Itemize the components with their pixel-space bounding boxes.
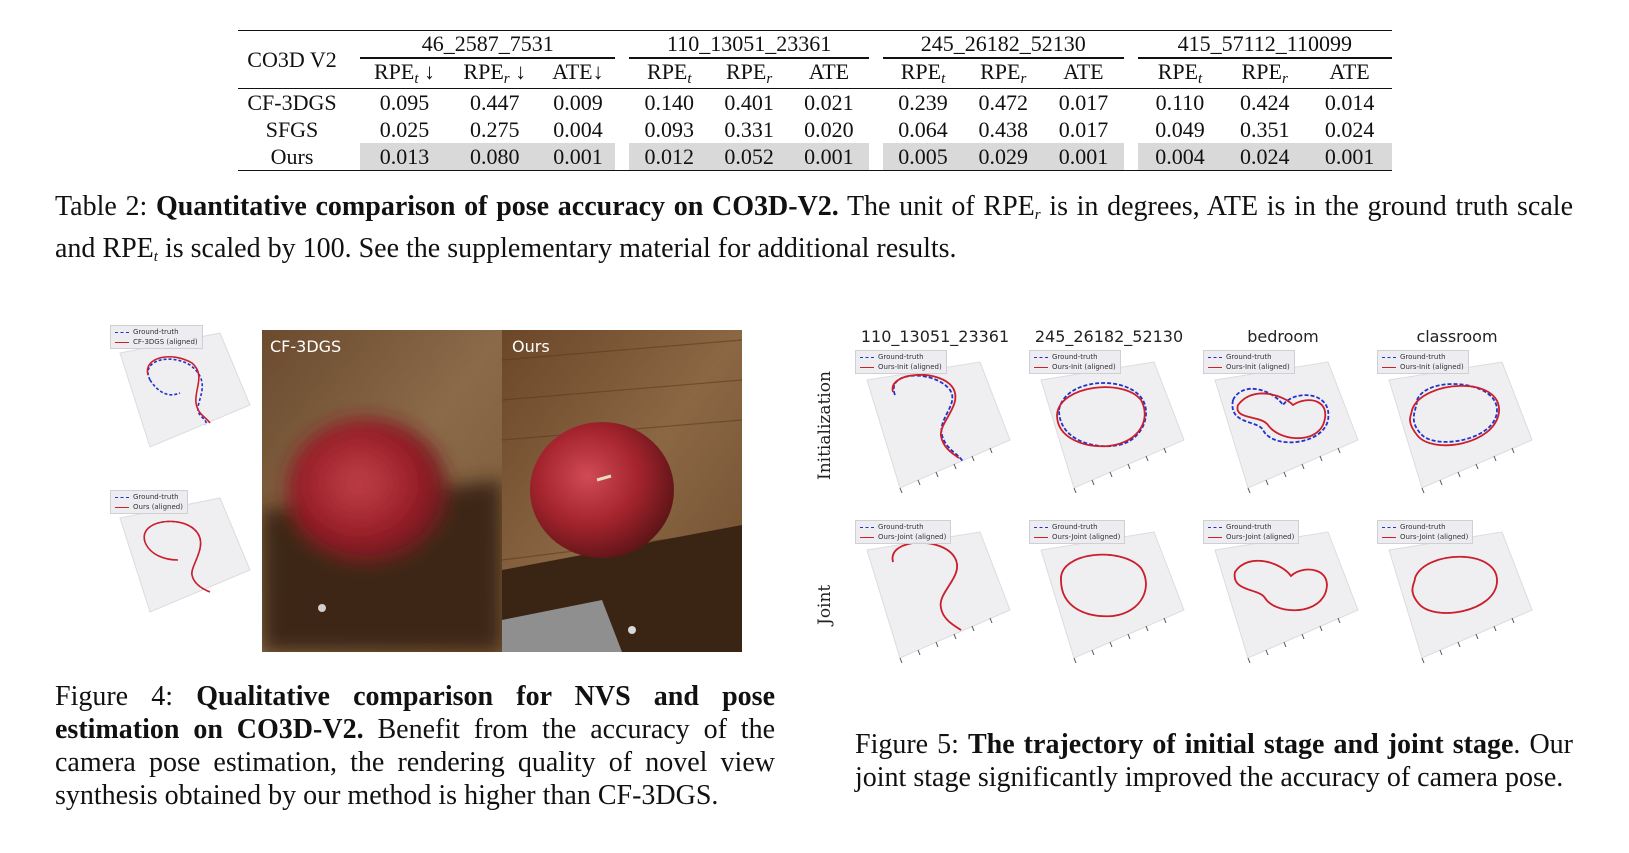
value-cell: 0.001 [789,143,869,171]
table-body [238,89,1392,171]
axis-tick [954,634,956,639]
fig5-column-title: classroom [1416,327,1498,346]
figure5-caption-text: . Our joint stage significantly improved the accuracy of camera pose. [855,729,1573,793]
table-header-row-metrics [238,59,1392,89]
value-cell: 0.110 [1138,89,1223,117]
axis-tick [1092,650,1094,655]
value-cell: 0.024 [1324,116,1375,142]
method-name-cell: CF-3DGS [238,89,346,117]
fig4-render-cf3dgs [262,330,502,652]
group-header-3: 245_26182_52130 [883,31,1124,59]
figure5-grid [815,327,1575,695]
blurred-apple-image [262,330,502,652]
axis-tick [1320,456,1322,461]
table-caption-text-a: The unit of [838,191,984,222]
axis-tick [1266,480,1268,485]
value-cell: 0.424 [1222,89,1307,117]
fig5-column-title: 245_26182_52130 [1034,327,1184,346]
axis-tick [936,642,938,647]
value-cell: 0.020 [804,116,854,142]
axis-tick [1146,626,1148,631]
axis-tick [1284,642,1286,647]
plot-3d-pane [1041,532,1184,658]
value-cell: 0.017 [1043,89,1123,117]
axis-tick [1320,626,1322,631]
fig5-legend: Ground-truth Ours-Init (aligned) [855,350,947,374]
metric-header: $RPE_t$ ↓ [360,59,449,89]
fig5-trajectory-plot [855,520,1015,670]
value-cell: 0.001 [1043,143,1123,171]
value-cell: 0.239 [883,89,963,117]
metric-header: $RPE_t$ [629,59,709,89]
axis-tick [1092,480,1094,485]
fig4-trajectory-plot-cf3dgs [110,325,255,465]
fig5-row-label: Initialization [815,371,835,480]
table-caption-text-b: is in degrees, ATE is in the ground truth scale and [55,191,1573,264]
value-cell: 0.095 [360,89,449,117]
fig5-legend: Ground-truth Ours-Joint (aligned) [855,520,951,544]
value-cell: 0.029 [963,143,1043,171]
value-cell: 0.004 [1138,143,1223,171]
figure4-caption-title: Qualitative comparison for NVS and pose estimation on CO3D-V2. [55,681,775,745]
results-table-container [238,30,1392,171]
axis-tick [936,472,938,477]
fig4-legend-1: Ground-truth CF-3DGS (aligned) [110,325,203,349]
axis-tick [1422,658,1424,663]
axis-tick [1110,472,1112,477]
axis-tick [1248,658,1250,663]
table-caption-text-c: is scaled by 100. See the supplementary material for additional results. [157,233,957,264]
method-name-cell: Ours [238,143,346,171]
value-cell: 0.401 [709,89,789,117]
sharp-apple-image [502,330,742,652]
fig4-legend-2: Ground-truth Ours (aligned) [110,490,188,514]
plot-3d-pane [867,532,1010,658]
fig5-column-title: bedroom [1247,327,1319,346]
axis-tick [1458,472,1460,477]
metric-header: ATE↓ [541,59,616,89]
axis-tick [1146,456,1148,461]
axis-tick [1476,634,1478,639]
fig5-row-label: Joint [815,584,835,625]
fig5-trajectory-plot [1377,520,1537,670]
axis-tick [1284,472,1286,477]
value-cell: 0.017 [1058,116,1109,142]
fig5-trajectory-plot [1029,350,1189,500]
metric-header: ATE [1043,59,1123,89]
axis-tick [1494,456,1496,461]
fig5-legend: Ground-truth Ours-Init (aligned) [1203,350,1295,374]
rpe-t-symbol: $RPE_t$ [102,233,158,265]
fig5-trajectory-plot [1203,350,1363,500]
metric-header: $RPE_t$ [1138,59,1223,89]
value-cell: 0.024 [1222,143,1307,171]
value-cell: 0.049 [1155,116,1205,142]
figure4-caption-text: Benefit from the accuracy of the camera pose estimation, the rendering quality of novel view synthesis obtained by our method is higher than CF-3DGS. [55,714,775,811]
metric-header: ATE [1307,59,1392,89]
axis-tick [972,456,974,461]
value-cell: 0.009 [541,89,616,117]
plot-3d-pane [1215,532,1358,658]
axis-tick [900,488,902,493]
plot-3d-pane [867,362,1010,488]
metric-header: $RPE_t$ [883,59,963,89]
figure5-caption [855,728,1573,794]
value-cell: 0.275 [470,116,520,142]
pose-accuracy-table [238,30,1392,171]
axis-tick [918,480,920,485]
value-cell: 0.052 [709,143,789,171]
metric-header: $RPE_r$ [709,59,789,89]
axis-tick [1128,464,1130,469]
value-cell: 0.080 [449,143,540,171]
value-cell: 0.021 [789,89,869,117]
figure4-caption [55,680,775,812]
value-cell: 0.005 [883,143,963,171]
fig5-legend: Ground-truth Ours-Joint (aligned) [1203,520,1299,544]
group-header-4: 415_57112_110099 [1138,31,1392,59]
value-cell: 0.331 [724,116,774,142]
fig5-trajectory-plot [1203,520,1363,670]
table-caption-label: Table 2: [55,191,156,222]
photo-label-cf3dgs: CF-3DGS [270,337,342,356]
axis-tick [1248,488,1250,493]
rpe-r-symbol: $RPE_r$ [983,191,1041,223]
axis-tick [1440,650,1442,655]
table-header-row-groups [238,31,1392,59]
figure4-caption-label: Figure 4: [55,681,197,712]
axis-tick [1476,464,1478,469]
axis-tick [1494,626,1496,631]
value-cell: 0.014 [1307,89,1392,117]
plot-3d-pane [1215,362,1358,488]
value-cell: 0.438 [978,116,1028,142]
value-cell: 0.447 [449,89,540,117]
value-cell: 0.351 [1239,116,1290,142]
value-cell: 0.013 [360,143,449,171]
fig5-trajectory-plot [855,350,1015,500]
fig4-render-ours [502,330,742,652]
fig5-legend: Ground-truth Ours-Init (aligned) [1377,350,1469,374]
fig5-legend: Ground-truth Ours-Joint (aligned) [1377,520,1473,544]
table-caption-title: Quantitative comparison of pose accuracy on CO3D-V2. [155,191,839,222]
photo-label-ours: Ours [512,337,550,356]
group-header-1: 46_2587_7531 [360,31,615,59]
value-cell: 0.472 [963,89,1043,117]
metric-header: $RPE_r$ [1222,59,1307,89]
axis-tick [900,658,902,663]
axis-tick [1422,488,1424,493]
table-caption [55,190,1573,274]
plot-3d-pane [1389,532,1532,658]
fig5-trajectory-plot [1029,520,1189,670]
axis-tick [1074,488,1076,493]
figure5-caption-title: The trajectory of initial stage and joint stage [967,729,1514,760]
axis-tick [1266,650,1268,655]
figure5-caption-label: Figure 5: [855,729,968,760]
table-row [238,116,1392,143]
axis-tick [918,650,920,655]
fig5-legend: Ground-truth Ours-Init (aligned) [1029,350,1121,374]
metric-header: ATE [789,59,869,89]
axis-tick [1128,634,1130,639]
metric-header: $RPE_r$ ↓ [449,59,540,89]
value-cell: 0.064 [898,116,948,142]
fig5-column-title: 110_13051_23361 [860,327,1010,346]
value-cell: 0.004 [553,116,603,142]
value-cell: 0.093 [644,116,695,142]
value-cell: 0.012 [629,143,709,171]
axis-tick [954,464,956,469]
group-header-2: 110_13051_23361 [629,31,868,59]
axis-tick [1110,642,1112,647]
axis-tick [1302,464,1304,469]
fig4-trajectory-plot-ours [110,490,255,630]
value-cell: 0.001 [1307,143,1392,171]
axis-tick [1440,480,1442,485]
table-row [238,143,1392,171]
metric-header: $RPE_r$ [963,59,1043,89]
value-cell: 0.001 [541,143,616,171]
value-cell: 0.140 [629,89,709,117]
method-name-cell: SFGS [265,116,319,142]
fig5-legend: Ground-truth Ours-Joint (aligned) [1029,520,1125,544]
axis-tick [1302,634,1304,639]
dataset-label-cell: CO3D V2 [238,31,346,89]
fig5-trajectory-plot [1377,350,1537,500]
table-row [238,89,1392,117]
axis-tick [1458,642,1460,647]
value-cell: 0.025 [379,116,430,142]
axis-tick [972,626,974,631]
axis-tick [1074,658,1076,663]
